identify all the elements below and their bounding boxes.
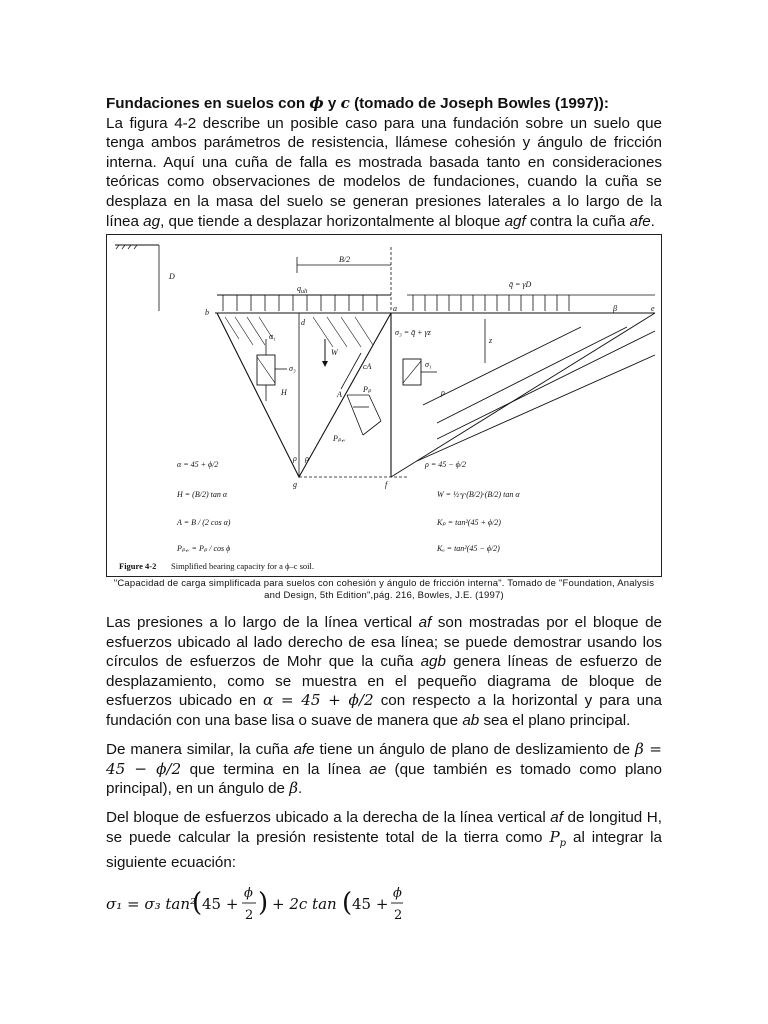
label-sigma1-right: σ₁	[425, 360, 432, 369]
label-b: b	[205, 308, 209, 317]
label-f: f	[385, 480, 388, 489]
eq-phi-1: ϕ	[244, 886, 253, 901]
label-qult: $q_{ult}$	[297, 284, 308, 295]
label-a: a	[393, 304, 397, 313]
paragraph-4: Del bloque de esfuerzos ubicado a la derecha de la línea vertical af de longitud H, se puede calcular la presión resistente total de la tierra como $P_p$ al integrar la siguiente ecuación:	[106, 809, 662, 872]
equation-sigma1	[106, 880, 406, 928]
paragraph-2: Las presiones a lo largo de la línea vertical af son mostradas por el bloque de esfuerzos ubicado al lado derecho de esa línea; se puede demostrar usando los círculos de esfuerzos de Mohr que la cuña agb genera líneas de esfuerzo de desplazamiento, como se muestra en el pequeño diagrama de bloque de esfuerzos ubicado en α = 45 + ϕ/2 con respecto a la horizontal y para una fundación con una base lisa o suave de manera que ab sea el plano principal.	[106, 614, 662, 729]
eq-p1: 45 +	[202, 895, 239, 913]
slip-lines-right	[391, 313, 655, 477]
eq-Ka: Kₐ = tan²(45 − ϕ/2)	[437, 544, 500, 553]
section-title: Fundaciones en suelos con ϕ y c (tomado de Joseph Bowles (1997)):	[106, 94, 609, 112]
svg-text:): )	[258, 888, 269, 918]
label-qbar: q̄ = γD	[509, 280, 532, 289]
label-D: D	[169, 272, 175, 281]
label-B2: B/2	[339, 255, 351, 264]
eq-lhs: σ₁ = σ₃ tan²	[106, 895, 197, 913]
label-H: H	[281, 388, 287, 397]
eq-Ppv: Pₚ,ᵥ = Pₚ / cos ϕ	[177, 544, 231, 553]
label-sigma3-left: σ₃	[289, 364, 296, 373]
intro-paragraph: Fundaciones en suelos con ϕ y c (tomado de Joseph Bowles (1997)): La figura 4-2 describe un posible caso para una fundación sobre un suelo que tenga ambos parámetros de resistencia, llámese cohesión y ángulo de fricción interna. Aquí una cuña de falla es mostrada basada tanto en consideraciones teóricas como observaciones de modelos de fundaciones, cuando la cuña se desplaza en la masa del suelo se generan presiones laterales a lo largo de la línea ag, que tiende a desplazar horizontalmente al bloque agf contra la cuña afe.	[106, 94, 662, 230]
label-sigma3-eq: σ₃ = q̄ + γz	[395, 328, 431, 337]
eq-two-1: 2	[245, 908, 254, 923]
label-Ppv: Pₚ,ᵥ	[333, 434, 346, 443]
eq-p2: 45 +	[352, 895, 389, 913]
eq-A: A = B / (2 cos α)	[177, 518, 231, 527]
footing-load-arrows	[223, 295, 377, 311]
label-d: d	[301, 318, 305, 327]
label-rho-2: ρ	[305, 454, 309, 463]
label-rho-eq: ρ = 45 − ϕ/2	[425, 460, 466, 469]
label-W: W	[331, 348, 338, 357]
label-sigma1-left: σ₁	[269, 332, 276, 341]
eq-mid: + 2c tan	[272, 895, 337, 913]
label-beta: β	[613, 304, 617, 313]
label-cA: cA	[363, 362, 372, 371]
label-g: g	[293, 480, 297, 489]
bearing-capacity-diagram	[107, 235, 663, 578]
label-rho-right: ρ	[441, 388, 445, 397]
force-polygon	[347, 395, 381, 435]
figure-label: Figure 4-2	[119, 561, 157, 571]
svg-text:(: (	[192, 888, 203, 918]
eq-alpha: α = 45 + ϕ/2	[177, 460, 219, 469]
eq-W: W = ½·γ·(B/2)·(B/2) tan α	[437, 490, 520, 499]
eq-Kp: Kₚ = tan²(45 + ϕ/2)	[437, 518, 501, 527]
paragraph-3: De manera similar, la cuña afe tiene un ángulo de plano de deslizamiento de β = 45 − ϕ/2 que termina en la línea ae (que también es tomado como plano principal), en un ángulo de β.	[106, 740, 662, 798]
label-Pp: Pₚ	[363, 385, 372, 394]
label-e: e	[651, 304, 655, 313]
label-z: z	[489, 336, 493, 345]
svg-text:(: (	[342, 888, 353, 918]
surcharge-arrows	[413, 295, 569, 311]
eq-two-2: 2	[394, 908, 403, 923]
figure-source-caption: "Capacidad de carga simplificada para suelos con cohesión y ángulo de fricción interna". Tomado de "Foundation, Analysis and Design, 5th Edition",pág. 216, Bowles, J.E. (1997)	[113, 578, 655, 601]
label-rho-1: ρ	[293, 454, 297, 463]
label-A: A	[337, 390, 342, 399]
eq-H: H = (B/2) tan α	[177, 490, 228, 499]
figure-4-2	[106, 234, 662, 577]
eq-phi-2: ϕ	[393, 886, 402, 901]
figure-caption-text: Simplified bearing capacity for a ϕ–c soil.	[171, 561, 315, 571]
